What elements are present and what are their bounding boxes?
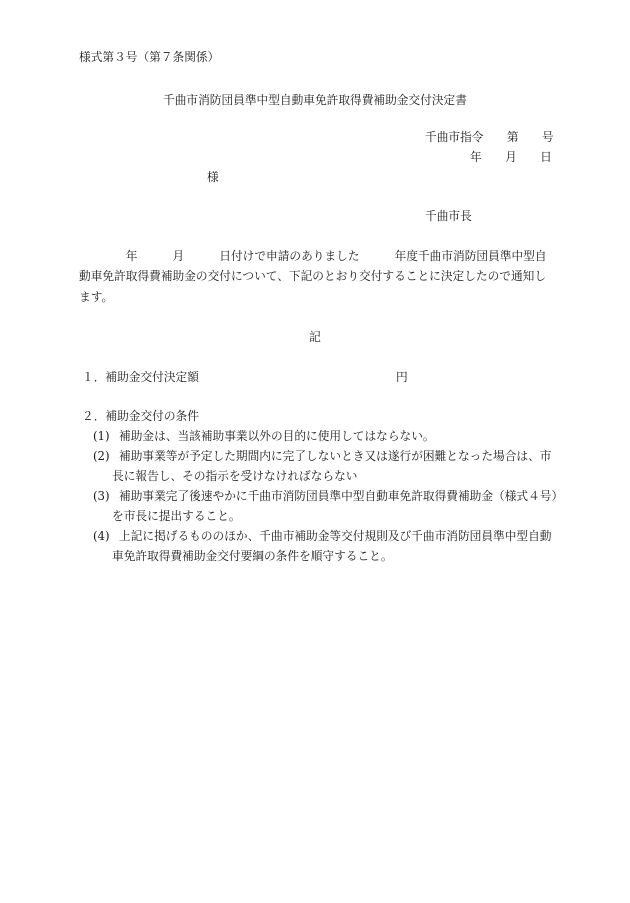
issue-date: 年 月 日 bbox=[470, 150, 552, 164]
document-title: 千曲市消防団員準中型自動車免許取得費補助金交付決定書 bbox=[163, 93, 467, 107]
condition-number: (2) bbox=[93, 449, 110, 463]
condition-line: 補助金は、当該補助事業以外の目的に使用してはならない。 bbox=[119, 429, 435, 443]
condition-line: 上記に掲げるもののほか、千曲市補助金等交付規則及び千曲市消防団員準中型自動 bbox=[119, 529, 552, 543]
condition-number: (1) bbox=[93, 429, 110, 443]
body-line: ます。 bbox=[79, 290, 114, 304]
recipient-suffix: 様 bbox=[207, 170, 219, 184]
condition-line: を市長に提出すること。 bbox=[112, 509, 241, 523]
condition-line: 補助事業等が予定した期間内に完了しないとき又は遂行が困難となった場合は、市 bbox=[119, 449, 552, 463]
body-line: 年 月 日付けで申請のありました 年度千曲市消防団員準中型自 bbox=[79, 249, 547, 263]
condition-line: 補助事業完了後速やかに千曲市消防団員準中型自動車免許取得費補助金（様式４号） bbox=[119, 489, 564, 503]
ki-heading: 記 bbox=[309, 330, 321, 344]
issuer: 千曲市長 bbox=[425, 209, 472, 223]
condition-line: 長に報告し、その指示を受けなければならない bbox=[112, 469, 358, 483]
condition-number: (3) bbox=[93, 489, 110, 503]
grant-amount-label: １．補助金交付決定額 bbox=[82, 370, 199, 384]
condition-number: (4) bbox=[93, 529, 110, 543]
form-number: 様式第３号（第７条関係） bbox=[79, 50, 220, 64]
directive-number: 千曲市指令 第 号 bbox=[425, 130, 554, 144]
condition-line: 車免許取得費補助金交付要綱の条件を順守すること。 bbox=[112, 549, 393, 563]
conditions-heading: ２．補助金交付の条件 bbox=[82, 409, 199, 423]
grant-amount-unit: 円 bbox=[396, 370, 408, 384]
body-line: 動車免許取得費補助金の交付について、下記のとおり交付することに決定したので通知し bbox=[79, 269, 547, 283]
